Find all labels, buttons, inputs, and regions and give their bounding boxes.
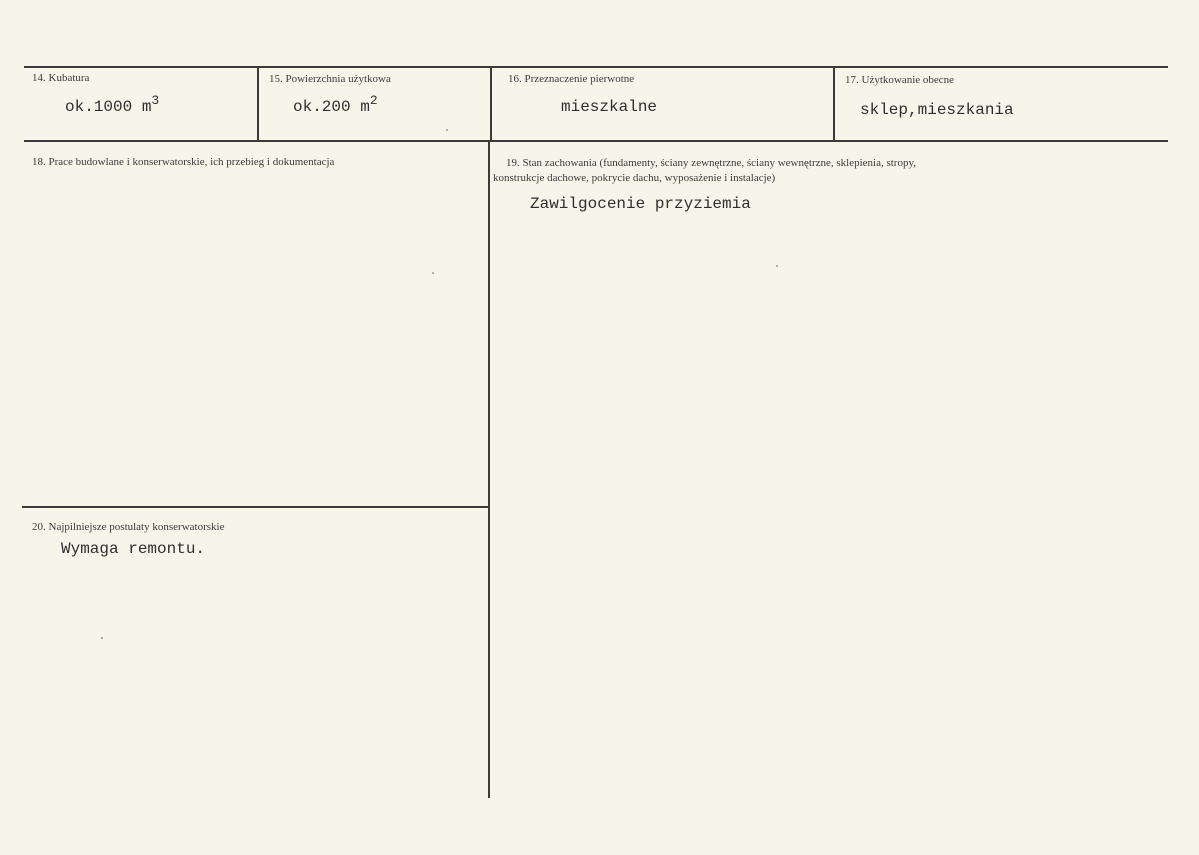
field-16-value: mieszkalne [561, 98, 658, 116]
field-15-value [293, 93, 378, 117]
top-rule [24, 66, 1168, 68]
col-divider-2 [490, 66, 492, 142]
paper-speck [432, 272, 434, 274]
field-14-label: 14. Kubatura [32, 72, 90, 84]
field-19-label-line1: 19. Stan zachowania (fundamenty, ściany zewnętrzne, ściany wewnętrzne, sklepienia, stropy, [506, 157, 917, 169]
col-divider-1 [257, 66, 259, 142]
field-15-exponent: 2 [369, 93, 378, 108]
field-20-value: Wymaga remontu. [61, 540, 206, 558]
main-vertical-divider [488, 140, 490, 798]
field-20-label: 20. Najpilniejsze postulaty konserwatorskie [32, 521, 225, 533]
field-14-text: ok.1000 m [65, 98, 152, 116]
paper-speck [101, 637, 103, 639]
left-section-divider [22, 506, 488, 508]
col-divider-3 [833, 66, 835, 142]
field-19-label-line2: konstrukcje dachowe, pokrycie dachu, wyposażenie i instalacje) [493, 172, 776, 184]
field-17-label: 17. Użytkowanie obecne [845, 74, 955, 86]
field-19-value: Zawilgocenie przyziemia [530, 195, 751, 213]
field-16-label: 16. Przeznaczenie pierwotne [508, 73, 635, 85]
paper-speck [446, 129, 448, 131]
field-14-value [65, 93, 160, 117]
field-17-value: sklep,mieszkania [860, 101, 1014, 119]
paper-speck [776, 265, 778, 267]
row-divider [24, 140, 1168, 142]
field-18-label: 18. Prace budowlane i konserwatorskie, ich przebieg i dokumentacja [32, 156, 335, 168]
field-14-exponent: 3 [151, 93, 160, 108]
field-15-label: 15. Powierzchnia użytkowa [269, 73, 391, 85]
field-15-text: ok.200 m [293, 98, 370, 116]
